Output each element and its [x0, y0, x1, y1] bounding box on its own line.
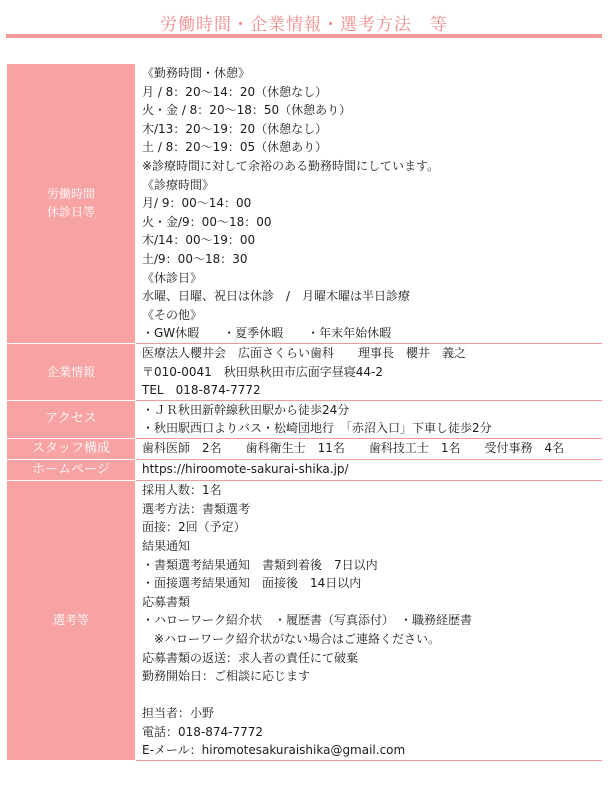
- row-access: [7, 400, 602, 438]
- selection-line: 電話：018-874-7772: [142, 724, 264, 739]
- label-access: アクセス: [7, 400, 136, 438]
- selection-line-blank: [142, 686, 601, 705]
- staff-line: 歯科医師 2名 歯科衛生士 11名 歯科技工士 1名 受付事務 4名: [142, 440, 565, 455]
- label-staff: スタッフ構成: [7, 438, 136, 459]
- company-line: 〒010-0041 秋田県秋田市広面字昼寝44-2: [142, 364, 384, 379]
- label-selection: 選考等: [7, 481, 136, 761]
- label-hours: [7, 64, 136, 344]
- row-staff: [7, 438, 602, 459]
- hours-line: 土/9：00〜18：30: [142, 251, 248, 266]
- row-homepage: [7, 460, 602, 481]
- selection-line: ・面接選考結果通知 面接後 14日以内: [142, 576, 362, 591]
- selection-line: 勤務開始日：ご相談に応じます: [142, 669, 311, 684]
- label-homepage: ホームページ: [7, 460, 136, 481]
- content-hours: [136, 64, 602, 344]
- hours-line: 《その他》: [142, 307, 203, 322]
- hours-line: 《診療時間》: [142, 177, 215, 192]
- hours-line: 木/14：00〜19：00: [142, 233, 256, 248]
- content-staff: [136, 438, 602, 459]
- page-header: [6, 4, 602, 38]
- row-hours: [7, 64, 602, 344]
- info-table: [6, 63, 602, 761]
- selection-line: 応募書類: [142, 594, 191, 609]
- hours-line: ・GW休暇 ・夏季休暇 ・年末年始休暇: [142, 326, 392, 341]
- selection-line: 担当者：小野: [142, 706, 215, 721]
- selection-email[interactable]: E-メール：hiromotesakuraishika@gmail.com: [142, 743, 406, 758]
- hours-line: 火・金/9：00〜18：00: [142, 214, 272, 229]
- content-access: [136, 400, 602, 438]
- label-hours-line-1: 労働時間: [46, 186, 95, 201]
- row-selection: [7, 481, 602, 761]
- selection-line: 応募書類の返送：求人者の責任にて破棄: [142, 650, 359, 665]
- hours-line: 土 / 8：20〜19：05（休憩あり）: [142, 140, 328, 155]
- hours-line: ※診療時間に対して余裕のある勤務時間にしています。: [142, 158, 440, 173]
- selection-line: 採用人数：1名: [142, 483, 222, 498]
- hours-line: 水曜、日曜、祝日は休診 / 月曜木曜は半日診療: [142, 289, 411, 304]
- hours-line: 木/13：20〜19：20（休憩なし）: [142, 121, 328, 136]
- homepage-link[interactable]: https://hiroomote-sakurai-shika.jp/: [142, 462, 349, 477]
- row-company: [7, 343, 602, 400]
- hours-line: 《休診日》: [142, 270, 203, 285]
- selection-line: ・ハローワーク紹介状 ・履歴書（写真添付） ・職務経歴書: [142, 613, 473, 628]
- content-company: [136, 343, 602, 400]
- hours-line: 《勤務時間・休憩》: [142, 66, 251, 80]
- selection-line: ・書類選考結果通知 書類到着後 7日以内: [142, 557, 378, 572]
- company-line: 医療法人櫻井会 広面さくらい歯科 理事長 櫻井 義之: [142, 345, 467, 360]
- hours-line: 月 / 8：20〜14：20（休憩なし）: [142, 84, 328, 99]
- label-hours-line-2: 休診日等: [46, 205, 95, 220]
- hours-line: 火・金 / 8：20〜18：50（休憩あり）: [142, 103, 352, 118]
- label-company: 企業情報: [7, 343, 136, 400]
- hours-line: 月/ 9：00〜14：00: [142, 196, 252, 211]
- page-title: 労働時間・企業情報・選考方法 等: [160, 15, 448, 35]
- access-line: ・秋田駅西口よりバス・松崎団地行 「赤沼入口」下車し徒歩2分: [142, 421, 492, 436]
- company-line: TEL 018-874-7772: [142, 383, 261, 398]
- selection-line: 面接：2回（予定）: [142, 520, 246, 535]
- selection-line: 選考方法：書類選考: [142, 501, 251, 516]
- selection-line: ※ハローワーク紹介状がない場合はご連絡ください。: [142, 631, 441, 646]
- access-line: ・ＪＲ秋田新幹線秋田駅から徒歩24分: [142, 402, 350, 417]
- content-selection: [136, 481, 602, 761]
- selection-line: 結果通知: [142, 538, 191, 553]
- content-homepage: [136, 460, 602, 481]
